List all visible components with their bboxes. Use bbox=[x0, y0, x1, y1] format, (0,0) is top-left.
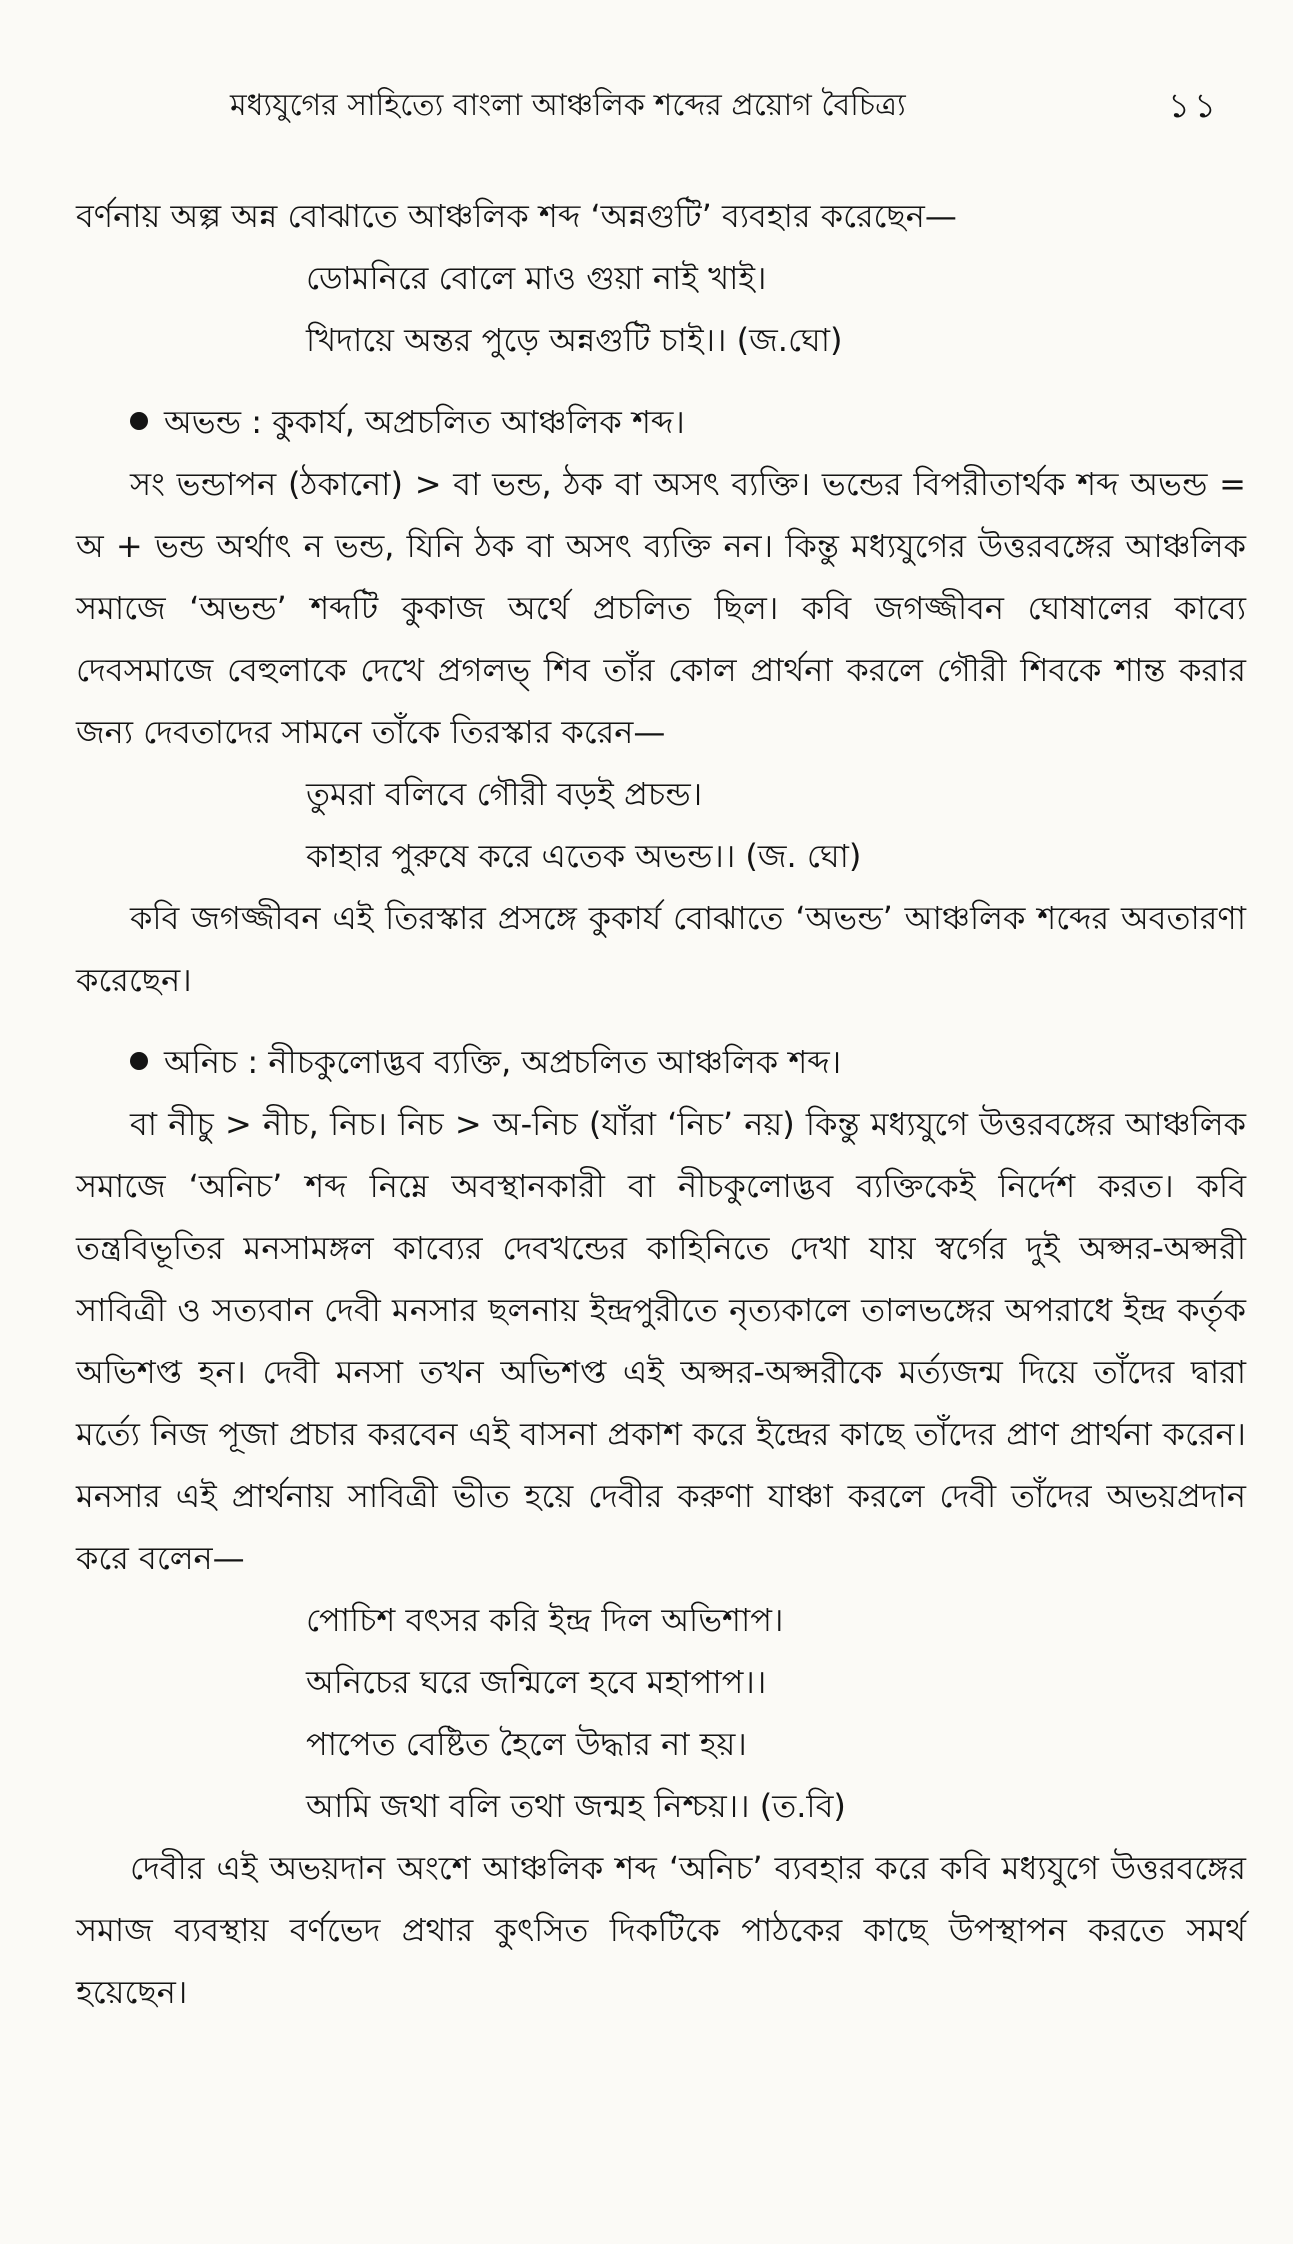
paragraph-1: বর্ণনায় অল্প অন্ন বোঝাতে আঞ্চলিক শব্দ ‘অন্নগুটি’ ব্যবহার করেছেন— bbox=[76, 197, 957, 235]
glossary-entry-abhanda bbox=[76, 391, 1246, 453]
verse-line: পাপেত বেষ্টিত হৈলে উদ্ধার না হয়। bbox=[306, 1725, 747, 1763]
paragraph-4: বা নীচু > নীচ, নিচ। নিচ > অ-নিচ (যাঁরা ‘নিচ’ নয়) কিন্তু মধ্যযুগে উত্তরবঙ্গের আঞ্চলিক সমাজে ‘অনিচ’ শব্দ নিম্নে অবস্থানকারী বা নীচকুলোদ্ভব ব্যক্তিকেই নির্দেশ করত। কবি তন্ত্রবিভূতির মনসামঙ্গল কাব্যের দেবখন্ডের কাহিনিতে দেখা যায় স্বর্গের দুই অপ্সর-অপ্সরী সাবিত্রী ও সত্যবান দেবী মনসার ছলনায় ইন্দ্রপুরীতে নৃত্যকালে তালভঙ্গের অপরাধে ইন্দ্র কর্তৃক অভিশপ্ত হন। দেবী মনসা তখন অভিশপ্ত এই অপ্সর-অপ্সরীকে মর্ত্যজন্ম দিয়ে তাঁদের দ্বারা মর্ত্যে নিজ পূজা প্রচার করবেন এই বাসনা প্রকাশ করে ইন্দ্রের কাছে তাঁদের প্রাণ প্রার্থনা করেন। মনসার এই প্রার্থনায় সাবিত্রী ভীত হয়ে দেবীর করুণা যাঞ্চা করলে দেবী তাঁদের অভয়প্রদান করে বলেন— bbox=[76, 1105, 1246, 1577]
paragraph-3: কবি জগজ্জীবন এই তিরস্কার প্রসঙ্গে কুকার্য বোঝাতে ‘অভন্ড’ আঞ্চলিক শব্দের অবতারণা করেছেন। bbox=[76, 899, 1246, 999]
entry-text: অভন্ড : কুকার্য, অপ্রচলিত আঞ্চলিক শব্দ। bbox=[164, 403, 685, 441]
verse-line: ডোমনিরে বোলে মাও গুয়া নাই খাই। bbox=[306, 259, 767, 297]
entry-text: অনিচ : নীচকুলোদ্ভব ব্যক্তি, অপ্রচলিত আঞ্চলিক শব্দ। bbox=[164, 1043, 842, 1081]
verse-line: খিদায়ে অন্তর পুড়ে অন্নগুটি চাই।। (জ.ঘো) bbox=[306, 321, 843, 359]
bullet-icon bbox=[130, 1052, 148, 1070]
paragraph-5: দেবীর এই অভয়দান অংশে আঞ্চলিক শব্দ ‘অনিচ’ ব্যবহার করে কবি মধ্যযুগে উত্তরবঙ্গের সমাজ ব্যবস্থায় বর্ণভেদ প্রথার কুৎসিত দিকটিকে পাঠকের কাছে উপস্থাপন করতে সমর্থ হয়েছেন। bbox=[76, 1849, 1246, 2011]
running-head: মধ্যযুগের সাহিত্যে বাংলা আঞ্চলিক শব্দের প্রয়োগ বৈচিত্র্য bbox=[230, 88, 906, 123]
verse-line: পোচিশ বৎসর করি ইন্দ্র দিল অভিশাপ। bbox=[306, 1601, 784, 1639]
body-text bbox=[76, 185, 1246, 2023]
verse-line: অনিচের ঘরে জন্মিলে হবে মহাপাপ।। bbox=[306, 1663, 767, 1701]
bullet-icon bbox=[130, 412, 148, 430]
glossary-entry-anich bbox=[76, 1031, 1246, 1093]
verse-line: আমি জথা বলি তথা জন্মহ নিশ্চয়।। (ত.বি) bbox=[306, 1787, 846, 1825]
page-number: ১১ bbox=[1168, 86, 1221, 126]
verse-line: তুমরা বলিবে গৌরী বড়ই প্রচন্ড। bbox=[306, 775, 703, 813]
verse-line: কাহার পুরুষে করে এতেক অভন্ড।। (জ. ঘো) bbox=[306, 837, 862, 875]
paragraph-2: সং ভন্ডাপন (ঠকানো) > বা ভন্ড, ঠক বা অসৎ ব্যক্তি। ভন্ডের বিপরীতার্থক শব্দ অভন্ড = অ + ভন্ড অর্থাৎ ন ভন্ড, যিনি ঠক বা অসৎ ব্যক্তি নন। কিন্তু মধ্যযুগের উত্তরবঙ্গের আঞ্চলিক সমাজে ‘অভন্ড’ শব্দটি কুকাজ অর্থে প্রচলিত ছিল। কবি জগজ্জীবন ঘোষালের কাব্যে দেবসমাজে বেহুলাকে দেখে প্রগলভ্ শিব তাঁর কোল প্রার্থনা করলে গৌরী শিবকে শান্ত করার জন্য দেবতাদের সামনে তাঁকে তিরস্কার করেন— bbox=[76, 465, 1246, 751]
